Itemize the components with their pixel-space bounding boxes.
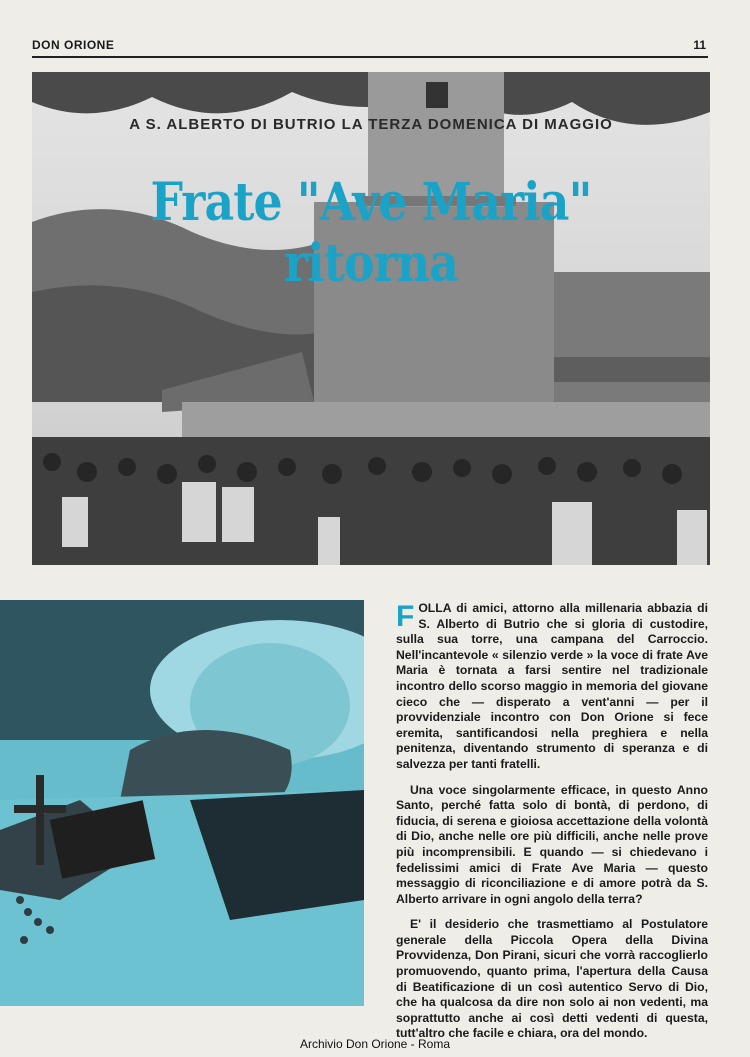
article-paragraph: E' il desiderio che trasmettiamo al Postulatore generale della Piccola Opera della Divina Provvidenza, Don Pirani, sicuri che vorrà raccoglierlo promuovendo, quanto prima, l'apertura della Causa di Beatificazione di un così autentico Servo di Dio, che ha qualcosa da dire non solo ai non vedenti, ma soprattutto anche ai così detti vedenti di questa, tutt'altro che facile e chiara, ora del mondo. [396,917,708,1041]
frate-portrait-illustration [0,600,364,1006]
magazine-name: DON ORIONE [32,38,115,52]
drop-cap: F [396,600,415,633]
kicker-headline: A S. ALBERTO DI BUTRIO LA TERZA DOMENICA DI MAGGIO [129,116,613,133]
header-rule [32,56,708,58]
page-number: 11 [693,38,706,52]
paragraph-text: OLLA di amici, attorno alla millenaria abbazia di S. Alberto di Butrio che si gloria di custodire, sulla sua torre, una campana del Carroccio. Nell'incantevole « silenzio verde » la voce di frate Ave Maria è tornata a farsi sentire nel tradizionale incontro dello scorso maggio in memoria del giovane cieco che — disperato a vent'anni — per il provvidenziale incontro con Don Orione si fece eremita, santificandosi nella preghiera e nella penitenza, diventando strumento di speranza e di salvezza per tanti fratelli. [396,601,708,771]
article-paragraph [396,601,708,773]
article-title: Frate "Ave Maria" ritorna [150,172,592,294]
page-header [32,36,708,56]
article-paragraph: Una voce singolarmente efficace, in questo Anno Santo, perché fatta solo di bontà, di perdono, di fiducia, di serena e gioiosa accettazione della volontà di Dio, anche nelle ore più difficili, anche nelle prove più incomprensibili. E quando — si chiedevano i fedelissimi amici di Frate Ave Maria — questo messaggio di riconciliazione e di amore potrà da S. Alberto arrivare in ogni angolo della terra? [396,782,708,906]
frate-portrait-photo [0,600,364,1006]
article-body [396,601,708,1052]
abbey-photo-illustration [32,72,710,565]
abbey-crowd-photo [32,72,710,565]
archive-footer: Archivio Don Orione - Roma [299,1037,451,1051]
